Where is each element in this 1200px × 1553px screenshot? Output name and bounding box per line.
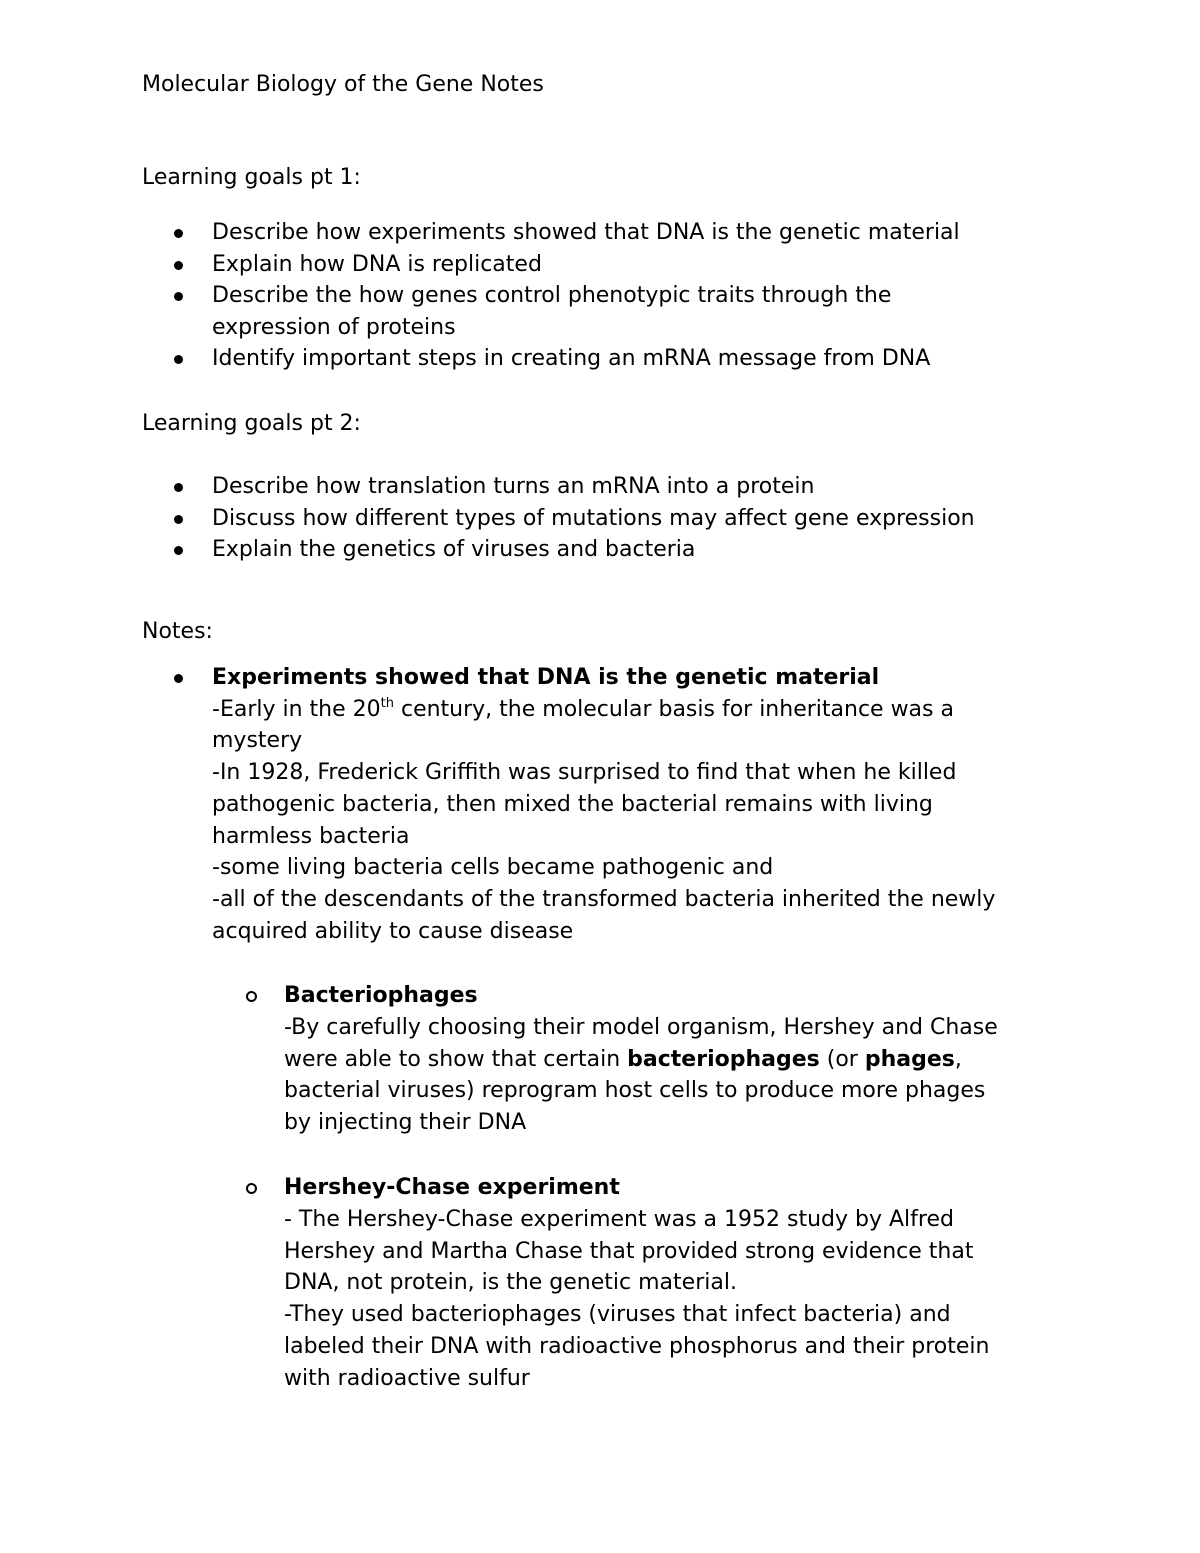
bold-term: phages xyxy=(864,1046,955,1072)
learning-goals-pt2-heading: Learning goals pt 2: xyxy=(142,411,361,436)
notes-line: by injecting their DNA xyxy=(284,1110,527,1136)
bacteriophages-section xyxy=(284,980,998,1139)
list-item-text: Describe how translation turns an mRNA into a protein xyxy=(212,474,815,499)
bullet-icon xyxy=(174,292,183,301)
list-item xyxy=(0,534,975,566)
notes-line: -They used bacteriophages (viruses that infect bacteria) and xyxy=(284,1302,951,1328)
learning-goals-pt1-list xyxy=(0,217,960,375)
list-item-text: Explain how DNA is replicated xyxy=(212,251,542,277)
notes-line: mystery xyxy=(212,728,303,754)
list-item xyxy=(0,503,975,535)
notes-line: -By carefully choosing their model organism, Hershey and Chase xyxy=(284,1014,998,1040)
bullet-icon xyxy=(174,674,183,683)
notes-main-heading: Experiments showed that DNA is the genetic material xyxy=(212,665,880,690)
bullet-icon xyxy=(174,483,183,492)
notes-line: labeled their DNA with radioactive phosphorus and their protein xyxy=(284,1333,990,1359)
list-item xyxy=(0,249,960,281)
hershey-chase-section xyxy=(284,1172,989,1395)
bullet-icon xyxy=(174,229,183,238)
notes-line: DNA, not protein, is the genetic material. xyxy=(284,1270,737,1296)
list-item xyxy=(0,217,960,249)
bacteriophages-heading: Bacteriophages xyxy=(284,983,478,1008)
notes-line: -some living bacteria cells became pathogenic and xyxy=(212,855,774,881)
learning-goals-pt2-list xyxy=(0,471,975,566)
bold-term: bacteriophages xyxy=(627,1046,820,1072)
bullet-icon xyxy=(174,546,183,555)
notes-line xyxy=(284,1044,998,1076)
bullet-icon xyxy=(174,515,183,524)
notes-heading: Notes: xyxy=(142,619,213,644)
superscript: th xyxy=(380,695,394,711)
list-item-text: Describe how experiments showed that DNA is the genetic material xyxy=(212,220,960,245)
list-item-continuation xyxy=(0,312,960,344)
notes-line: acquired ability to cause disease xyxy=(212,918,574,944)
notes-line: pathogenic bacteria, then mixed the bacterial remains with living xyxy=(212,791,933,817)
hershey-chase-heading: Hershey-Chase experiment xyxy=(284,1175,620,1200)
notes-line: Hershey and Martha Chase that provided strong evidence that xyxy=(284,1238,974,1264)
notes-section xyxy=(212,662,1072,947)
notes-line: -In 1928, Frederick Griffith was surprised to find that when he killed xyxy=(212,760,957,786)
learning-goals-pt1-heading: Learning goals pt 1: xyxy=(142,165,361,190)
list-item-text: Describe the how genes control phenotypic traits through the xyxy=(212,283,892,308)
notes-line: bacterial viruses) reprogram host cells to produce more phages xyxy=(284,1078,986,1104)
list-item xyxy=(0,343,960,375)
notes-text: -Early in the 20 xyxy=(212,696,381,722)
bullet-icon xyxy=(174,261,183,270)
hollow-bullet-icon xyxy=(246,991,257,1002)
list-item-text: Discuss how different types of mutations may affect gene expression xyxy=(212,505,975,531)
notes-line: with radioactive sulfur xyxy=(284,1365,530,1391)
notes-line: - The Hershey-Chase experiment was a 1952 study by Alfred xyxy=(284,1206,954,1232)
list-item xyxy=(0,280,960,312)
notes-line: harmless bacteria xyxy=(212,823,410,849)
notes-text: century, the molecular basis for inheritance was a xyxy=(393,696,954,722)
list-item xyxy=(0,471,975,503)
notes-text: (or xyxy=(819,1046,865,1072)
list-item-text: expression of proteins xyxy=(212,314,456,340)
notes-text: were able to show that certain xyxy=(284,1046,628,1072)
hollow-bullet-icon xyxy=(246,1183,257,1194)
list-item-text: Identify important steps in creating an mRNA message from DNA xyxy=(212,346,931,371)
list-item-text: Explain the genetics of viruses and bacteria xyxy=(212,537,696,562)
bullet-icon xyxy=(174,355,183,364)
notes-line: -all of the descendants of the transformed bacteria inherited the newly xyxy=(212,886,996,912)
notes-text: , xyxy=(954,1046,962,1072)
document-title: Molecular Biology of the Gene Notes xyxy=(142,72,544,97)
notes-line xyxy=(212,694,1072,726)
